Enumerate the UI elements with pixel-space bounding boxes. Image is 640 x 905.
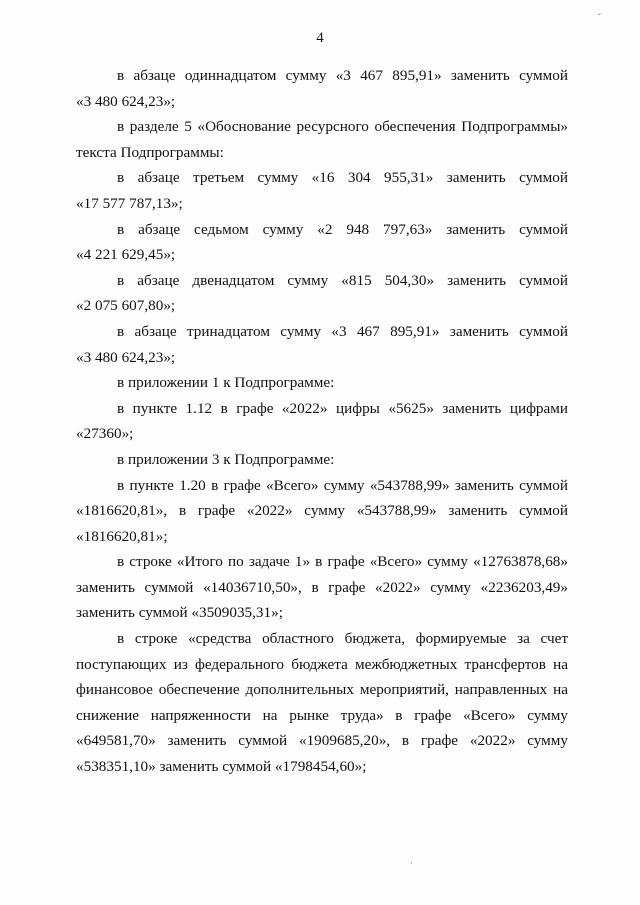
- paragraph-line: «649581,70» заменить суммой «1909685,20», в графе «2022» сумму: [76, 732, 568, 750]
- paragraph-line: «4 221 629,45»;: [76, 246, 176, 264]
- paragraph-line: «538351,10» заменить суммой «1798454,60»;: [76, 758, 367, 776]
- paragraph-line: в абзаце двенадцатом сумму «815 504,30» заменить суммой: [117, 271, 568, 289]
- paragraph: [76, 370, 568, 396]
- document-body: [76, 63, 568, 780]
- scan-speck: ˇ: [598, 12, 601, 22]
- paragraph: [76, 473, 568, 550]
- paragraph-line: в абзаце тринадцатом сумму «3 467 895,91» заменить суммой: [117, 322, 568, 340]
- paragraph-line: финансовое обеспечение дополнительных мероприятий, направленных на: [76, 681, 568, 699]
- paragraph-line: в пункте 1.20 в графе «Всего» сумму «543788,99» заменить суммой: [117, 476, 568, 494]
- paragraph: [76, 549, 568, 626]
- paragraph-line: текста Подпрограммы:: [76, 143, 224, 161]
- paragraph-line: в разделе 5 «Обоснование ресурсного обеспечения Подпрограммы»: [117, 118, 568, 136]
- paragraph-line: в абзаце одиннадцатом сумму «3 467 895,91» заменить суммой: [117, 67, 568, 84]
- paragraph-line: в пункте 1.12 в графе «2022» цифры «5625» заменить цифрами: [117, 399, 568, 417]
- paragraph-line: «3 480 624,23»;: [76, 92, 176, 110]
- paragraph-line: в строке «Итого по задаче 1» в графе «Всего» сумму «12763878,68»: [117, 553, 568, 571]
- paragraph-line: поступающих из федерального бюджета межбюджетных трансфертов на: [76, 655, 568, 673]
- paragraph-line: заменить суммой «3509035,31»;: [76, 604, 283, 622]
- paragraph: [76, 319, 568, 370]
- paragraph: [76, 114, 568, 165]
- paragraph: [76, 396, 568, 447]
- paragraph-line: в строке «средства областного бюджета, формируемые за счет: [117, 630, 568, 648]
- paragraph-line: «2 075 607,80»;: [76, 297, 176, 315]
- paragraph: [76, 447, 568, 473]
- paragraph-line: заменить суммой «14036710,50», в графе «2022» сумму «2236203,49»: [76, 578, 568, 596]
- paragraph-line: «1816620,81», в графе «2022» сумму «543788,99» заменить суммой: [76, 502, 568, 520]
- paragraph: [76, 165, 568, 216]
- paragraph-line: снижение напряженности на рынке труда» в графе «Всего» сумму: [76, 706, 568, 724]
- scan-speck: ·: [410, 858, 413, 868]
- paragraph-line: в приложении 3 к Подпрограмме:: [117, 450, 335, 468]
- paragraph: [76, 626, 568, 780]
- paragraph-line: в абзаце седьмом сумму «2 948 797,63» заменить суммой: [117, 220, 568, 238]
- paragraph-line: в абзаце третьем сумму «16 304 955,31» заменить суммой: [117, 169, 568, 187]
- paragraph-line: «1816620,81»;: [76, 527, 168, 545]
- paragraph: [76, 217, 568, 268]
- paragraph-line: «27360»;: [76, 425, 134, 443]
- paragraph-line: «3 480 624,23»;: [76, 348, 176, 366]
- paragraph-line: «17 577 787,13»;: [76, 194, 183, 212]
- paragraph-line: в приложении 1 к Подпрограмме:: [117, 374, 335, 392]
- page-number: 4: [316, 30, 324, 46]
- paragraph: [76, 63, 568, 114]
- paragraph: [76, 268, 568, 319]
